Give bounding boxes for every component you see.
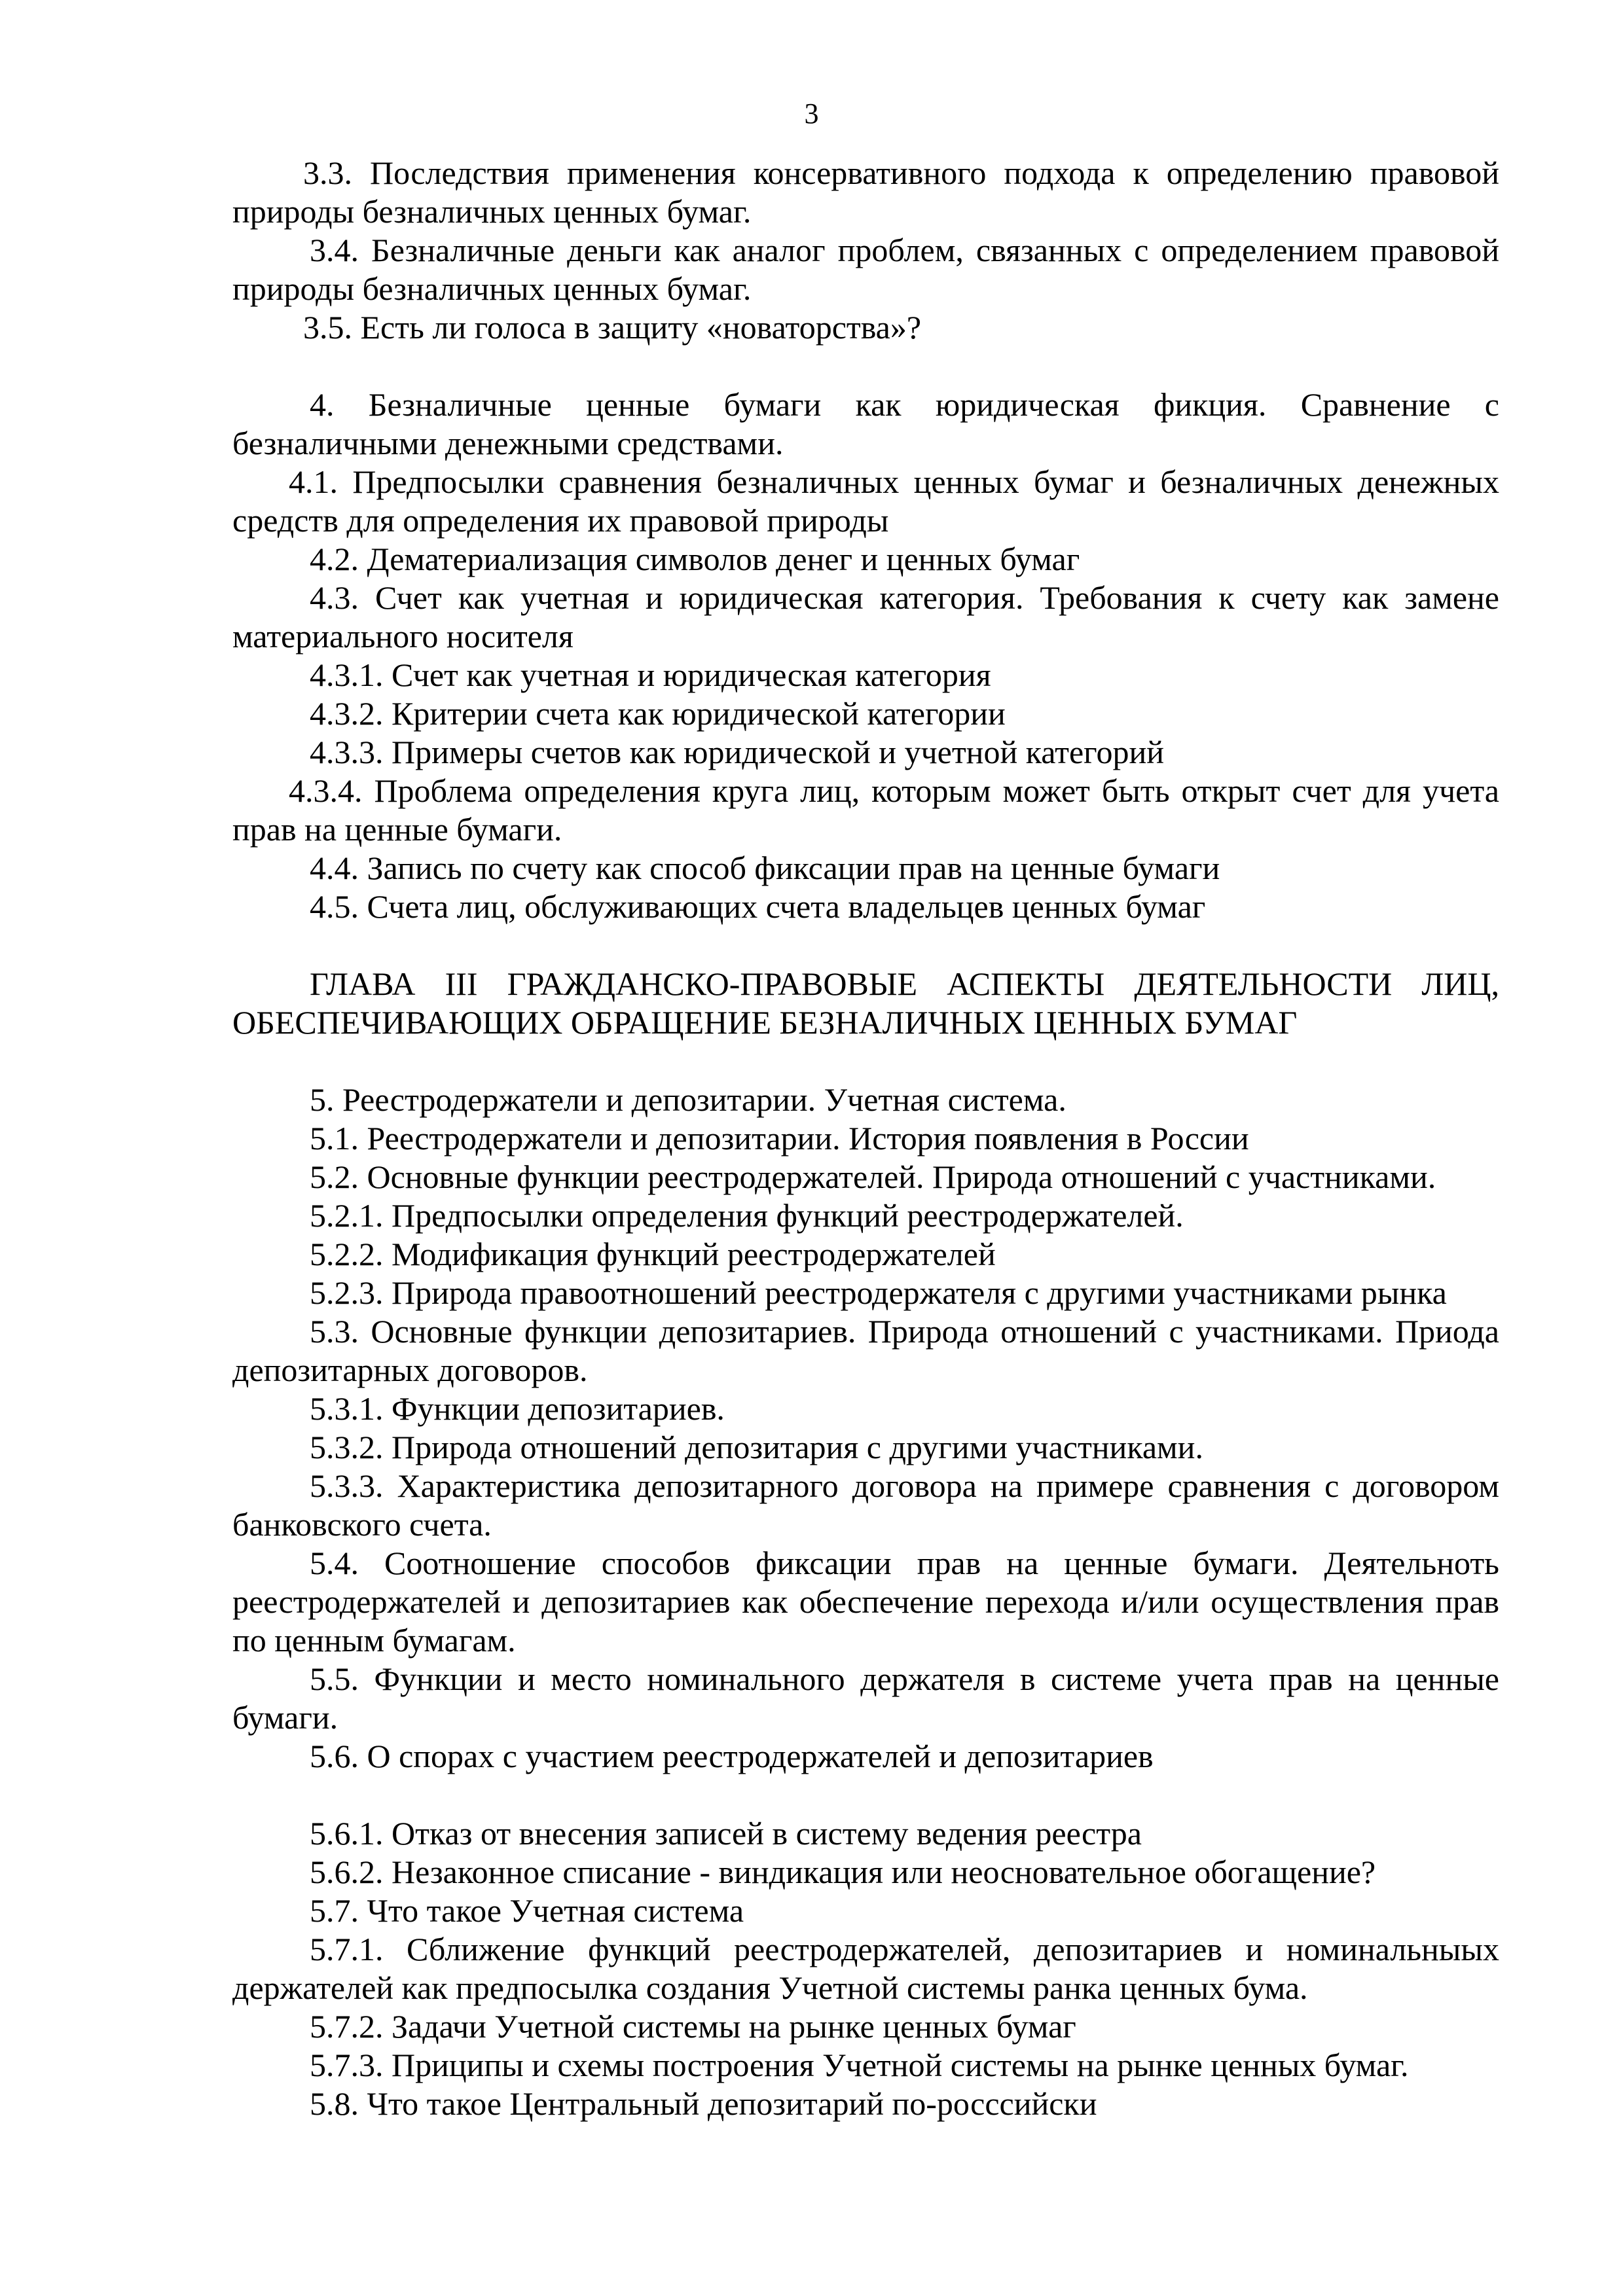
toc-entry-5-2-3: 5.2.3. Природа правоотношений реестродержателя с другими участниками рынка xyxy=(310,1274,1447,1311)
toc-entry-5-7-1: 5.7.1. Сближение функций реестродержателей, депозитариев и номинальныых держателей как предпосылка создания Учетной системы ранка ценных бума. xyxy=(232,1931,1499,2006)
toc-entry-4-3-2: 4.3.2. Критерии счета как юридической категории xyxy=(310,695,1006,732)
chapter-heading: ГЛАВА III ГРАЖДАНСКО-ПРАВОВЫЕ АСПЕКТЫ ДЕЯТЕЛЬНОСТИ ЛИЦ, ОБЕСПЕЧИВАЮЩИХ ОБРАЩЕНИЕ БЕЗНАЛИЧНЫХ ЦЕННЫХ БУМАГ xyxy=(232,965,1499,1041)
toc-entry-3-3: 3.3. Последствия применения консервативного подхода к определению правовой природы безналичных ценных бумаг. xyxy=(232,154,1499,230)
toc-entry-4-3-3: 4.3.3. Примеры счетов как юридической и учетной категорий xyxy=(310,734,1164,770)
toc-entry-4-3-4: 4.3.4. Проблема определения круга лиц, которым может быть открыт счет для учета прав на ценные бумаги. xyxy=(232,772,1499,848)
toc-entry-5-2: 5.2. Основные функции реестродержателей. Природа отношений с участниками. xyxy=(310,1158,1436,1195)
spacer xyxy=(232,1042,1499,1081)
toc-entry-3-5: 3.5. Есть ли голоса в защиту «новаторства»? xyxy=(303,309,922,346)
toc-entry-5: 5. Реестродержатели и депозитарии. Учетная система. xyxy=(310,1081,1067,1118)
toc-entry-5-3: 5.3. Основные функции депозитариев. Природа отношений с участниками. Приода депозитарных договоров. xyxy=(232,1313,1499,1388)
toc-entry-5-2-1: 5.2.1. Предпосылки определения функций реестродержателей. xyxy=(310,1197,1184,1234)
toc-entry-5-6: 5.6. О спорах с участием реестродержателей и депозитариев xyxy=(310,1738,1154,1774)
toc-entry-4-4: 4.4. Запись по счету как способ фиксации прав на ценные бумаги xyxy=(310,850,1220,886)
toc-entry-5-3-1: 5.3.1. Функции депозитариев. xyxy=(310,1390,725,1427)
toc-entry-5-5: 5.5. Функции и место номинального держателя в системе учета прав на ценные бумаги. xyxy=(232,1660,1499,1736)
toc-entry-5-3-2: 5.3.2. Природа отношений депозитария с другими участниками. xyxy=(310,1429,1203,1465)
toc-entry-4: 4. Безналичные ценные бумаги как юридическая фикция. Сравнение с безналичными денежными средствами. xyxy=(232,386,1499,461)
page-number: 3 xyxy=(804,98,819,130)
toc-entry-5-4: 5.4. Соотношение способов фиксации прав на ценные бумаги. Деятельноть реестродержателей и депозитариев как обеспечение перехода и/или осуществления прав по ценным бумагам. xyxy=(232,1545,1499,1659)
spacer xyxy=(232,347,1499,386)
toc-entry-5-3-3: 5.3.3. Характеристика депозитарного договора на примере сравнения с договором банковского счета. xyxy=(232,1467,1499,1543)
toc-entry-5-7-2: 5.7.2. Задачи Учетной системы на рынке ценных бумаг xyxy=(310,2008,1076,2045)
table-of-contents xyxy=(232,154,1499,2123)
toc-entry-5-7: 5.7. Что такое Учетная система xyxy=(310,1892,744,1929)
toc-entry-5-6-1: 5.6.1. Отказ от внесения записей в систему ведения реестра xyxy=(310,1815,1142,1852)
toc-entry-3-4: 3.4. Безналичные деньги как аналог проблем, связанных с определением правовой природы безналичных ценных бумаг. xyxy=(232,232,1499,307)
toc-entry-4-3-1: 4.3.1. Счет как учетная и юридическая категория xyxy=(310,656,991,693)
toc-entry-5-7-3: 5.7.3. Приципы и схемы построения Учетной системы на рынке ценных бумаг. xyxy=(310,2047,1409,2083)
toc-entry-4-2: 4.2. Дематериализация символов денег и ценных бумаг xyxy=(310,541,1080,577)
toc-entry-5-2-2: 5.2.2. Модификация функций реестродержателей xyxy=(310,1236,996,1272)
toc-entry-5-1: 5.1. Реестродержатели и депозитарии. История появления в России xyxy=(310,1120,1249,1157)
spacer xyxy=(232,1776,1499,1814)
toc-entry-5-6-2: 5.6.2. Незаконное списание - виндикация или неосновательное обогащение? xyxy=(310,1854,1376,1890)
toc-entry-5-8: 5.8. Что такое Центральный депозитарий по-росссийски xyxy=(310,2085,1097,2122)
toc-entry-4-5: 4.5. Счета лиц, обслуживающих счета владельцев ценных бумаг xyxy=(310,888,1206,925)
toc-entry-4-1: 4.1. Предпосылки сравнения безналичных ценных бумаг и безналичных денежных средств для определения их правовой природы xyxy=(232,463,1499,539)
spacer xyxy=(232,926,1499,965)
toc-entry-4-3: 4.3. Счет как учетная и юридическая категория. Требования к счету как замене материального носителя xyxy=(232,579,1499,655)
